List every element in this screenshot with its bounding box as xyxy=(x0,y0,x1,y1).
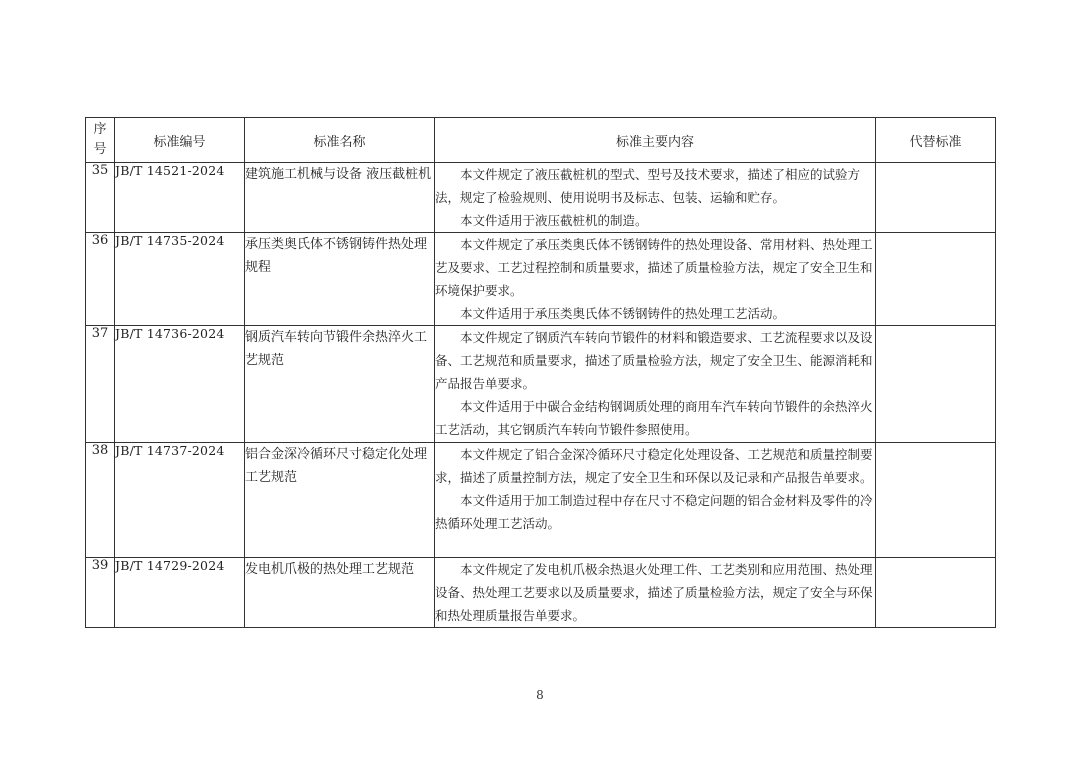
row-content xyxy=(435,233,876,326)
content-paragraph: 本文件规定了承压类奥氏体不锈钢铸件的热处理设备、常用材料、热处理工艺及要求、工艺过程控制和质量要求，描述了质量检验方法，规定了安全卫生和环境保护要求。 xyxy=(435,237,873,298)
header-content: 标准主要内容 xyxy=(435,118,876,163)
row-replace xyxy=(876,163,996,233)
table-row xyxy=(86,326,996,443)
header-replace: 代替标准 xyxy=(876,118,996,163)
table-row xyxy=(86,163,996,233)
content-paragraph: 本文件适用于承压类奥氏体不锈钢铸件的热处理工艺活动。 xyxy=(460,306,786,321)
table-row xyxy=(86,443,996,558)
row-replace xyxy=(876,558,996,628)
content-paragraph: 本文件适用于中碳合金结构钢调质处理的商用车汽车转向节锻件的余热淬火工艺活动，其它钢质汽车转向节锻件参照使用。 xyxy=(435,399,873,437)
table-row xyxy=(86,558,996,628)
row-content xyxy=(435,558,876,628)
page-number: 8 xyxy=(536,688,544,702)
row-seq: 35 xyxy=(86,163,115,233)
content-paragraph: 本文件规定了液压截桩机的型式、型号及技术要求，描述了相应的试验方法，规定了检验规则、使用说明书及标志、包装、运输和贮存。 xyxy=(435,167,861,205)
content-paragraph: 本文件规定了铝合金深冷循环尺寸稳定化处理设备、工艺规范和质量控制要求，描述了质量控制方法，规定了安全卫生和环保以及记录和产品报告单要求。 xyxy=(435,447,873,485)
row-code: JB/T 14729-2024 xyxy=(115,558,245,628)
row-content xyxy=(435,326,876,443)
header-seq xyxy=(86,118,115,163)
content-paragraph: 本文件规定了钢质汽车转向节锻件的材料和锻造要求、工艺流程要求以及设备、工艺规范和质量要求，描述了质量检验方法，规定了安全卫生、能源消耗和产品报告单要求。 xyxy=(435,330,873,391)
row-code: JB/T 14735-2024 xyxy=(115,233,245,326)
header-code: 标准编号 xyxy=(115,118,245,163)
row-content xyxy=(435,163,876,233)
content-paragraph: 本文件适用于加工制造过程中存在尺寸不稳定问题的铝合金材料及零件的冷热循环处理工艺活动。 xyxy=(435,493,873,531)
row-replace xyxy=(876,443,996,558)
row-seq: 36 xyxy=(86,233,115,326)
row-replace xyxy=(876,326,996,443)
row-name: 建筑施工机械与设备 液压截桩机 xyxy=(245,163,435,233)
row-content xyxy=(435,443,876,558)
row-seq: 39 xyxy=(86,558,115,628)
content-paragraph: 本文件适用于液压截桩机的制造。 xyxy=(460,213,648,228)
row-replace xyxy=(876,233,996,326)
content-paragraph: 本文件规定了发电机爪极余热退火处理工件、工艺类别和应用范围、热处理设备、热处理工艺要求以及质量要求，描述了质量检验方法，规定了安全与环保和热处理质量报告单要求。 xyxy=(435,562,873,623)
header-name: 标准名称 xyxy=(245,118,435,163)
header-seq-line1: 序 xyxy=(93,122,107,137)
row-name: 承压类奥氏体不锈钢铸件热处理规程 xyxy=(245,233,435,326)
row-code: JB/T 14737-2024 xyxy=(115,443,245,558)
row-code: JB/T 14736-2024 xyxy=(115,326,245,443)
row-name: 钢质汽车转向节锻件余热淬火工艺规范 xyxy=(245,326,435,443)
header-seq-line2: 号 xyxy=(93,142,107,157)
row-name: 铝合金深冷循环尺寸稳定化处理工艺规范 xyxy=(245,443,435,558)
table-header-row xyxy=(86,118,996,163)
standards-table xyxy=(85,117,996,628)
row-code: JB/T 14521-2024 xyxy=(115,163,245,233)
table-row xyxy=(86,233,996,326)
row-name: 发电机爪极的热处理工艺规范 xyxy=(245,558,435,628)
row-seq: 38 xyxy=(86,443,115,558)
row-seq: 37 xyxy=(86,326,115,443)
